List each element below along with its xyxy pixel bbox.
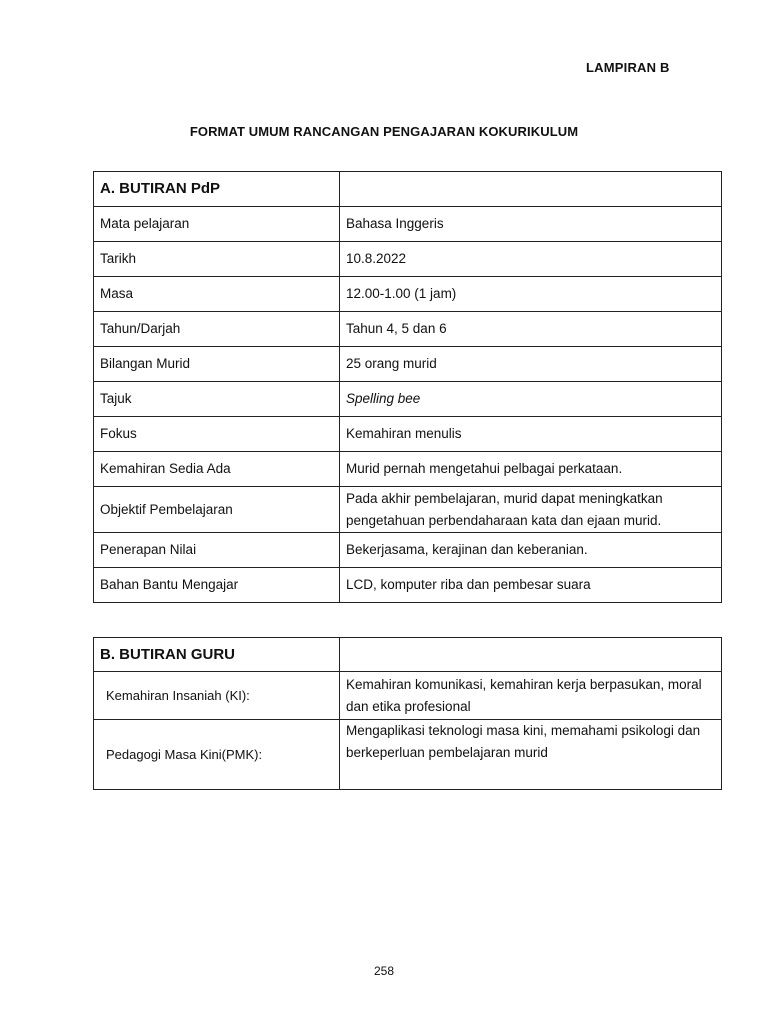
section-b-heading-row bbox=[94, 638, 722, 672]
table-row bbox=[94, 417, 722, 452]
section-a-table bbox=[93, 171, 722, 603]
appendix-label: LAMPIRAN B bbox=[586, 60, 670, 75]
section-a-heading: A. BUTIRAN PdP bbox=[94, 172, 340, 207]
row-value-objektif: Pada akhir pembelajaran, murid dapat meningkatkan pengetahuan perbendaharaan kata dan ejaan murid. bbox=[340, 487, 722, 533]
table-row bbox=[94, 672, 722, 720]
row-value-bahan-bantu: LCD, komputer riba dan pembesar suara bbox=[340, 568, 722, 603]
table-row bbox=[94, 347, 722, 382]
row-value-bilangan-murid: 25 orang murid bbox=[340, 347, 722, 382]
row-label-fokus: Fokus bbox=[94, 417, 340, 452]
table-row bbox=[94, 277, 722, 312]
table-row bbox=[94, 242, 722, 277]
table-row bbox=[94, 207, 722, 242]
row-label-masa: Masa bbox=[94, 277, 340, 312]
row-label-kemahiran-insaniah: Kemahiran Insaniah (KI): bbox=[94, 672, 340, 720]
row-value-fokus: Kemahiran menulis bbox=[340, 417, 722, 452]
row-value-kemahiran-insaniah: Kemahiran komunikasi, kemahiran kerja berpasukan, moral dan etika profesional bbox=[340, 672, 722, 720]
row-label-bahan-bantu: Bahan Bantu Mengajar bbox=[94, 568, 340, 603]
row-label-tahun-darjah: Tahun/Darjah bbox=[94, 312, 340, 347]
row-label-penerapan-nilai: Penerapan Nilai bbox=[94, 533, 340, 568]
row-value-pedagogi: Mengaplikasi teknologi masa kini, memahami psikologi dan berkeperluan pembelajaran murid bbox=[340, 720, 722, 790]
row-value-penerapan-nilai: Bekerjasama, kerajinan dan keberanian. bbox=[340, 533, 722, 568]
section-b-table bbox=[93, 637, 722, 790]
row-label-kemahiran-sedia-ada: Kemahiran Sedia Ada bbox=[94, 452, 340, 487]
table-row bbox=[94, 720, 722, 790]
section-a-heading-value bbox=[340, 172, 722, 207]
row-label-mata-pelajaran: Mata pelajaran bbox=[94, 207, 340, 242]
table-row bbox=[94, 312, 722, 347]
section-a-heading-row bbox=[94, 172, 722, 207]
row-label-tarikh: Tarikh bbox=[94, 242, 340, 277]
row-value-mata-pelajaran: Bahasa Inggeris bbox=[340, 207, 722, 242]
row-value-masa: 12.00-1.00 (1 jam) bbox=[340, 277, 722, 312]
page-number: 258 bbox=[373, 964, 395, 978]
section-b-heading: B. BUTIRAN GURU bbox=[94, 638, 340, 672]
document-title: FORMAT UMUM RANCANGAN PENGAJARAN KOKURIKULUM bbox=[189, 124, 579, 139]
table-row bbox=[94, 382, 722, 417]
row-value-kemahiran-sedia-ada: Murid pernah mengetahui pelbagai perkataan. bbox=[340, 452, 722, 487]
table-row bbox=[94, 452, 722, 487]
section-b-heading-value bbox=[340, 638, 722, 672]
table-row bbox=[94, 487, 722, 533]
row-value-tarikh: 10.8.2022 bbox=[340, 242, 722, 277]
row-label-objektif: Objektif Pembelajaran bbox=[94, 487, 340, 533]
row-label-pedagogi: Pedagogi Masa Kini(PMK): bbox=[94, 720, 340, 790]
row-label-tajuk: Tajuk bbox=[94, 382, 340, 417]
table-row bbox=[94, 533, 722, 568]
row-value-tahun-darjah: Tahun 4, 5 dan 6 bbox=[340, 312, 722, 347]
table-row bbox=[94, 568, 722, 603]
row-label-bilangan-murid: Bilangan Murid bbox=[94, 347, 340, 382]
row-value-tajuk: Spelling bee bbox=[340, 382, 722, 417]
